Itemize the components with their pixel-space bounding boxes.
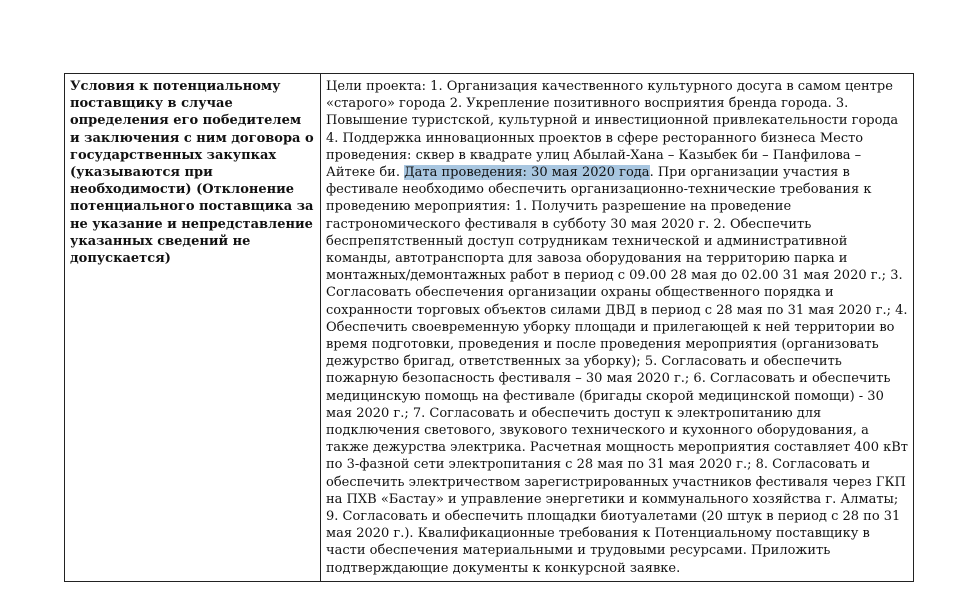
row-content-cell[interactable]	[321, 74, 914, 582]
content-text-part2: . При организации участия в фестивале необходимо обеспечить организационно-технические требования к проведению мероприятия: 1. Получить разрешение на проведение гастрономического фестиваля в субботу 30 мая 2020 г. 2. Обеспечить беспрепятственный доступ сотрудникам технической и административной команды, автотранспорта для завоза оборудования на территорию парка и монтажных/демонтажных работ в период с 09.00 28 мая до 02.00 31 мая 2020 г.; 3. Согласовать обеспечения организации охраны общественного порядка и сохранности торговых объектов силами ДВД в период с 28 мая по 31 мая 2020 г.; 4. Обеспечить своевременную уборку площади и прилегающей к ней территории во время подготовки, проведения и после проведения мероприятия (организовать дежурство бригад, ответственных за уборку); 5. Согласовать и обеспечить пожарную безопасность фестиваля – 30 мая 2020 г.; 6. Согласовать и обеспечить медицинскую помощь на фестивале (бригады скорой медицинской помощи) - 30 мая 2020 г.; 7. Согласовать и обеспечить доступ к электропитанию для подключения светового, звукового технического и кухонного оборудования, а также дежурства электрика. Расчетная мощность мероприятия составляет 400 кВт по 3-фазной сети электропитания с 28 мая по 31 мая 2020 г.; 8. Согласовать и обеспечить электричеством зарегистрированных участников фестиваля через ГКП на ПХВ «Бастау» и управление энергетики и коммунального хозяйства г. Алматы; 9. Согласовать и обеспечить площадки биотуалетами (20 штук в период с 28 по 31 мая 2020 г.). Квалификационные требования к Потенциальному поставщику в части обеспечения материальными и трудовыми ресурсами. Приложить подтверждающие документы к конкурсной заявке.	[326, 165, 908, 576]
table-row	[65, 74, 914, 582]
row-label-cell	[65, 74, 321, 582]
row-label-text: Условия к потенциальному поставщику в случае определения его победителем и заключения с ним договора о государственных закупках (указываются при необходимости) (Отклонение потенциального поставщика за не указание и непредставление указанных сведений не допускается)	[70, 79, 314, 267]
requirements-table	[64, 73, 914, 582]
content-text-part1: Цели проекта: 1. Организация качественного культурного досуга в самом центре «старого» города 2. Укрепление позитивного восприятия бренда города. 3. Повышение туристской, культурной и инвестиционной привлекательности города 4. Поддержка инновационных проектов в сфере ресторанного бизнеса Место проведения: сквер в квадрате улиц Абылай-Хана – Казыбек би – Панфилова – Айтеке би.	[326, 79, 899, 181]
selected-text-highlight[interactable]: Дата проведения: 30 мая 2020 года	[404, 165, 650, 181]
